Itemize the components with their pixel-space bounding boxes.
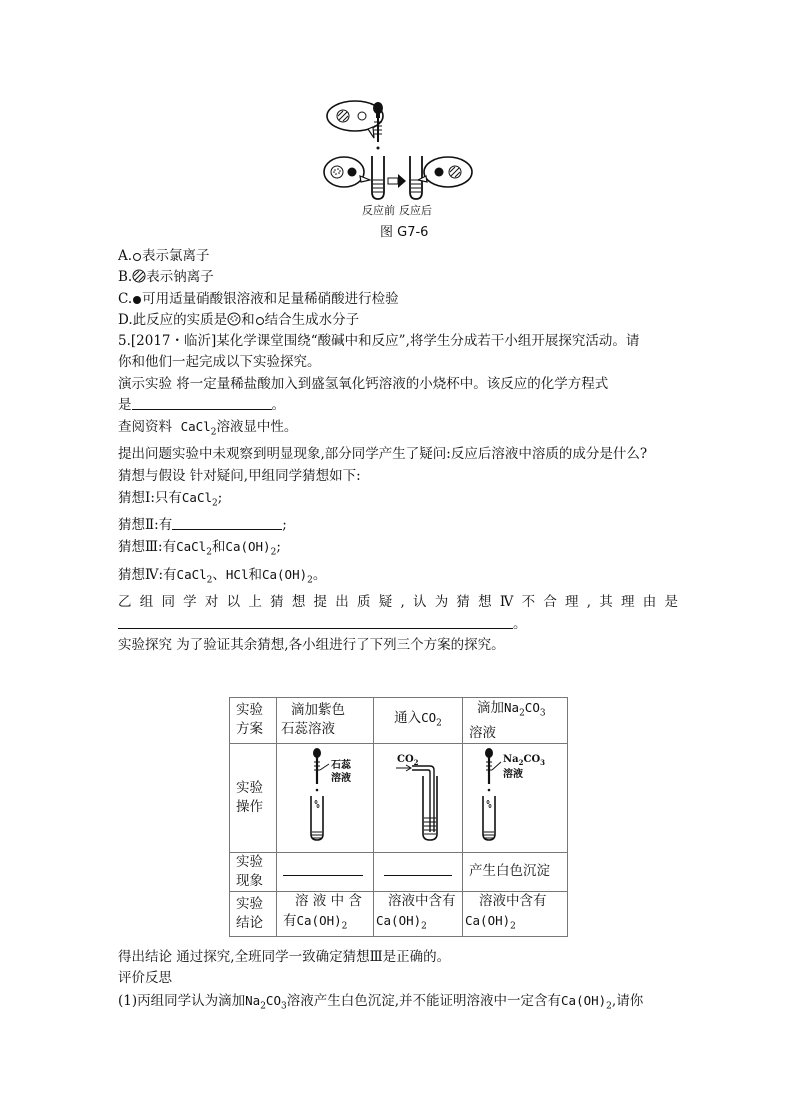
operation-1 (277, 743, 374, 852)
op3-label-chem-1: Na (503, 753, 519, 765)
equation-end: 。 (271, 397, 285, 414)
option-d-letter: D. (118, 311, 133, 328)
item-1-sub-1: 2 (260, 1001, 266, 1012)
plan-3-sub-1: 2 (519, 708, 525, 719)
guess-3-chem-2: Ca(OH) (225, 539, 271, 555)
conclusion-3-line-1: 溶液中含有 (479, 892, 547, 909)
plan-3-sub-2: 3 (539, 708, 546, 719)
option-d-text-2: 和 (241, 311, 255, 328)
experiment-table (229, 697, 568, 937)
demo-experiment: 演示实验 将一定量稀盐酸加入到盛氢氧化钙溶液的小烧杯中。该反应的化学方程式 (118, 375, 609, 392)
guess-1-end: ; (217, 489, 223, 506)
guess-4-chem-2: HCl (225, 567, 249, 583)
guess-4-end: 。 (312, 567, 327, 584)
conclusion-2-sub: 2 (421, 921, 427, 932)
plan-1 (277, 698, 374, 744)
item-1-sub-2: 2 (606, 1001, 612, 1012)
doubt-line: 乙组同学对以上猜想提出质疑,认为猜想Ⅳ不合理,其理由是 (118, 594, 678, 611)
label-before: 反应前 (362, 204, 395, 217)
before-ion-bubble (324, 157, 370, 187)
dotted-ion-icon (227, 312, 241, 326)
op3-label-sub-1: 2 (518, 757, 524, 767)
conclusion-header (230, 891, 277, 937)
plan-row (230, 698, 568, 744)
guess-3-sub-2: 2 (270, 547, 277, 558)
problem-line: 提出问题实验中未观察到明显现象,部分同学产生了疑问:反应后溶液中溶质的成分是什么? (118, 446, 648, 463)
operation-header-2: 操作 (236, 798, 263, 815)
conclusion-3-chem: Ca(OH) (465, 912, 511, 928)
doubt-blank[interactable] (118, 615, 513, 629)
q5-intro-text: 某化学课堂围绕“酸碱中和反应”,将学生分成若干小组开展探究活动。请 (216, 333, 640, 350)
info-text: 溶液显中性。 (216, 419, 298, 436)
item-1-chem-1: Na (245, 992, 261, 1008)
conclusion-line: 得出结论 通过探究,全班同学一致确定猜想Ⅲ是正确的。 (118, 949, 451, 965)
equation-line (118, 395, 678, 416)
guess-1-label: 猜想Ⅰ:只有 (118, 489, 182, 506)
info-label: 查阅资料 (118, 419, 172, 436)
phenomenon-1 (277, 852, 374, 891)
conclusion-header-2: 结论 (236, 915, 263, 932)
conclusion-1-chem: Ca(OH) (296, 912, 342, 928)
black-ion-icon (132, 293, 142, 305)
reaction-figure (310, 96, 480, 244)
figure-caption: 图 G7-6 (380, 225, 429, 240)
explore-line: 实验探究 为了验证其余猜想,各小组进行了下列三个方案的探究。 (118, 636, 505, 653)
guess-4-chem-1: CaCl (176, 567, 207, 583)
plan-3-chem: Na (504, 700, 520, 715)
bottom-section (118, 947, 678, 1018)
plan-3-chem-2: CO (524, 700, 540, 715)
conclusion-3 (463, 891, 568, 937)
conclusion-2 (374, 891, 463, 937)
hatched-ion-icon (132, 269, 146, 283)
plan-1-line-2: 石蕊溶液 (281, 721, 335, 738)
guess-4-chem-3: Ca(OH) (261, 567, 308, 583)
option-b (118, 267, 678, 288)
dropper-tube-icon (311, 748, 323, 840)
phenomenon-2-blank[interactable] (384, 862, 452, 876)
guess-4-and: 和 (248, 567, 262, 584)
reference-info (118, 416, 678, 444)
plan-header-1: 实验 (236, 702, 263, 719)
plan-header (230, 698, 277, 744)
guess-4-label: 猜想Ⅳ:有 (118, 567, 177, 584)
plan-2-chem: CO (421, 709, 437, 725)
option-b-text: 表示钠离子 (146, 269, 214, 286)
option-c-text: 可用适量硝酸银溶液和足量稀硝酸进行检验 (142, 290, 399, 307)
item-1-c: ,请你 (611, 992, 644, 1009)
item-1-b: 溶液产生白色沉淀,并不能证明溶液中一定含有 (286, 992, 562, 1009)
plan-2 (374, 698, 463, 744)
dropper-icon (373, 102, 383, 150)
guess-4-sub-1: 2 (206, 575, 213, 586)
conclusion-1-sub: 2 (341, 921, 348, 932)
gas-tube-icon (396, 765, 437, 840)
option-d-text-1: 此反应的实质是 (132, 311, 228, 328)
conclusion-2-chem: Ca(OH) (376, 912, 422, 928)
reflection-item-1 (118, 990, 678, 1018)
phenomenon-row (230, 852, 568, 891)
conclusion-3-sub: 2 (510, 921, 516, 932)
op3-label-2: 溶液 (503, 768, 523, 780)
guess-4 (118, 564, 678, 592)
info-sub: 2 (210, 428, 217, 439)
option-a-letter: A. (118, 248, 133, 264)
dropper-tube-icon (483, 748, 495, 840)
op2-label (397, 754, 419, 767)
conclusion-1-line-2: 有 (283, 912, 297, 929)
conclusion-2-line-1: 溶液中含有 (388, 892, 456, 909)
option-c-letter: C. (118, 290, 133, 307)
after-ion-bubble (418, 157, 472, 187)
test-tube-after-icon (410, 156, 422, 199)
item-1-a: (1)丙组同学认为滴加 (118, 992, 246, 1009)
guess-3-label: 猜想Ⅲ:有 (118, 539, 177, 556)
phenomenon-1-blank[interactable] (283, 862, 363, 876)
operation-3 (463, 743, 568, 852)
doubt-blank-line (118, 614, 678, 635)
item-1-chem-1b: CO (265, 992, 281, 1008)
operation-row (230, 743, 568, 852)
plan-3-line-2: 溶液 (469, 724, 496, 741)
plan-1-line-1: 滴加紫色 (291, 702, 345, 719)
guess-3-sub-1: 2 (206, 547, 212, 558)
option-b-letter: B. (118, 269, 133, 286)
guess-4-sub-3: 2 (307, 575, 313, 586)
guess-2-blank[interactable] (172, 516, 282, 530)
white-ion-icon (132, 250, 142, 262)
doubt-end: 。 (513, 615, 527, 632)
plan-2-sub: 2 (436, 718, 442, 729)
item-1-chem-2: Ca(OH) (561, 992, 607, 1008)
white-ion-icon (255, 314, 265, 326)
op2-label-chem: CO (397, 753, 414, 765)
option-a-text: 表示氯离子 (142, 248, 210, 264)
reflection-heading: 评价反思 (118, 970, 172, 987)
plan-3 (463, 698, 568, 744)
question-body (118, 246, 678, 656)
op1-label-2: 溶液 (331, 772, 351, 784)
label-after: 反应后 (399, 204, 432, 217)
guess-1-chem: CaCl (181, 489, 212, 505)
option-d (118, 310, 678, 331)
plan-header-2: 方案 (236, 721, 263, 738)
conclusion-row (230, 891, 568, 937)
operation-2 (374, 743, 463, 852)
info-chem: CaCl (180, 419, 211, 435)
op3-label-sub-2: 3 (540, 757, 546, 767)
op3-label-1 (503, 754, 545, 767)
op3-label-chem-2: CO (523, 753, 541, 765)
guess-3-end: ; (276, 539, 281, 556)
option-d-text-3: 结合生成水分子 (264, 311, 360, 328)
option-c (118, 289, 678, 310)
operation-header (230, 743, 277, 852)
op2-label-sub: 2 (413, 757, 419, 767)
test-tube-before-icon (372, 156, 384, 199)
guess-1 (118, 487, 678, 515)
phenomenon-header-2: 现象 (236, 872, 263, 889)
plan-2-text: 通入 (394, 709, 422, 726)
option-a (118, 246, 678, 267)
conclusion-header-1: 实验 (236, 896, 263, 913)
guess-1-sub: 2 (212, 498, 218, 509)
q5-intro-1 (118, 331, 678, 352)
q5-number: 5. (118, 333, 131, 350)
guess-3-and: 和 (211, 539, 226, 556)
q5-intro-2: 你和他们一起完成以下实验探究。 (118, 354, 321, 371)
guess-2-label: 猜想Ⅱ:有 (118, 516, 173, 533)
conclusion-1-line-1: 溶 液 中 含 (295, 892, 362, 909)
phenomenon-2 (374, 852, 463, 891)
guess-2-end: ; (282, 516, 287, 533)
equation-blank[interactable] (132, 396, 272, 410)
equation-lead: 是 (118, 397, 132, 414)
guess-3-chem-1: CaCl (176, 539, 207, 555)
operation-header-1: 实验 (236, 779, 263, 796)
guess-4-sep: 、 (212, 567, 226, 584)
q5-source: [2017・临沂] (130, 333, 217, 350)
conclusion-1 (277, 891, 374, 937)
arrow-right-icon (388, 174, 406, 188)
item-1-sub-1b: 3 (280, 1001, 287, 1012)
guess-3 (118, 536, 678, 564)
plan-3-text: 滴加 (477, 700, 504, 716)
phenomenon-header (230, 852, 277, 891)
phenomenon-3: 产生白色沉淀 (463, 852, 568, 891)
hypothesis-line: 猜想与假设 针对疑问,甲组同学猜想如下: (118, 467, 361, 484)
phenomenon-header-1: 实验 (236, 853, 263, 870)
guess-2 (118, 515, 678, 536)
op1-label-1: 石蕊 (331, 759, 351, 771)
